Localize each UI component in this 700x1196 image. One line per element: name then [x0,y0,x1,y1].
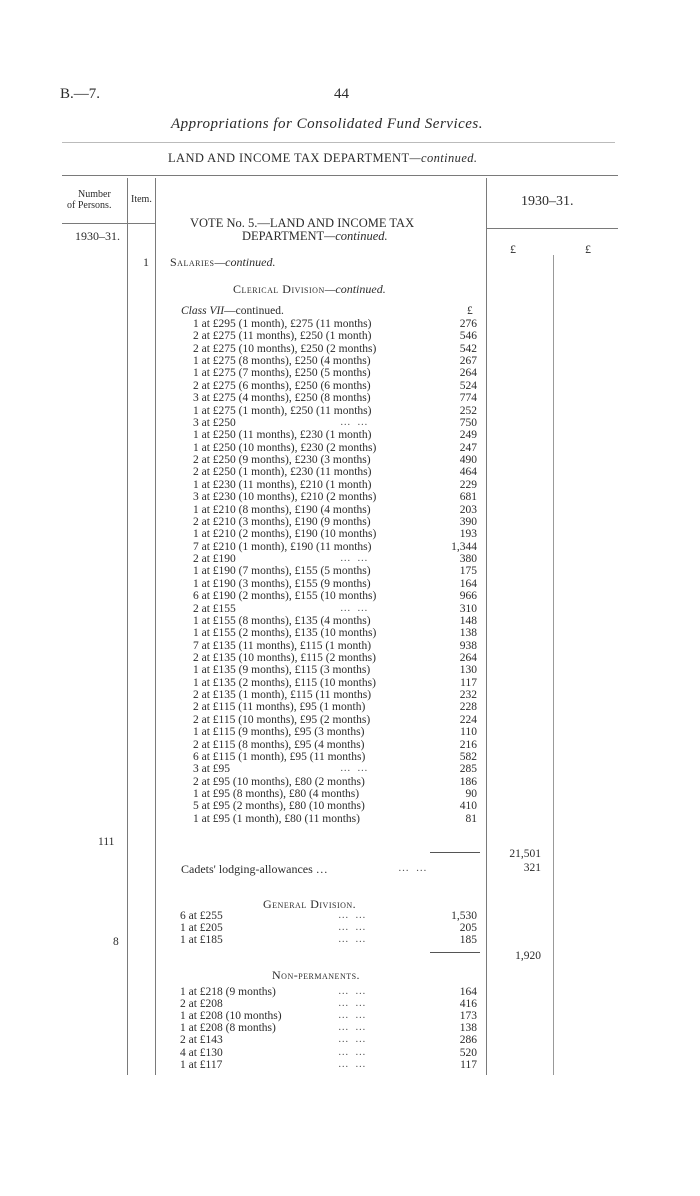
row-description: 2 at £190 [193,553,236,566]
row-value: 546 [459,330,477,343]
row-leader-dots: … … [338,998,368,1010]
salaries-heading [170,255,275,270]
row-value: 410 [459,800,477,813]
money-header-rule [487,228,618,229]
row-value: 186 [459,775,477,788]
row-description: 2 at £143 [180,1034,223,1047]
row-description: 1 at £135 (2 months), £115 (10 months) [193,676,376,689]
row-leader-dots: … … [338,1046,368,1058]
year-header-right: 1930–31. [521,194,574,209]
row-leader-dots: … … [340,553,370,565]
row-value: 232 [459,689,477,702]
row-value: 1,344 [451,540,477,553]
pound-sign-col: £ [467,305,473,317]
item-header: Item. [131,194,152,205]
row-value: 264 [459,367,477,380]
clerical-persons: 111 [98,836,115,848]
rule-item-desc [155,178,156,1075]
row-leader-dots: … … [338,1022,368,1034]
clerical-total: 21,501 [509,848,541,860]
row-description: 1 at £185 [180,934,223,947]
salaries-label: Salaries [170,255,215,269]
row-description: 1 at £210 (8 months), £190 (4 months) [193,503,371,516]
row-value: 148 [459,614,477,627]
cadets-total: 321 [523,862,541,874]
row-value: 247 [459,441,477,454]
row-description: 1 at £210 (2 months), £190 (10 months) [193,528,377,541]
department-continued: —continued. [409,151,478,165]
row-description: 2 at £275 (6 months), £250 (6 months) [193,379,371,392]
row-description: 1 at £135 (9 months), £115 (3 months) [193,664,371,677]
row-description: 1 at £95 (8 months), £80 (4 months) [193,788,360,801]
row-value: 1,530 [451,910,477,922]
row-leader-dots: … … [338,1034,368,1046]
row-value: 216 [459,738,477,751]
general-sum-rule [430,952,480,953]
row-description: 1 at £190 (7 months), £155 (5 months) [193,565,371,578]
row-value: 252 [459,404,477,417]
row-leader-dots: … … [338,1010,368,1022]
row-description: 1 at £230 (11 months), £210 (1 month) [193,478,372,491]
vote-continued: —continued. [324,229,388,243]
row-description: 2 at £115 (11 months), £95 (1 month) [193,701,366,714]
row-value: 130 [459,664,477,677]
general-heading: General Division. [263,897,357,911]
row-description: 2 at £210 (3 months), £190 (9 months) [193,515,371,528]
row-leader-dots: … … [340,763,370,775]
row-value: 416 [459,998,477,1011]
row-value: 966 [459,590,477,603]
row-description: 5 at £95 (2 months), £80 (10 months) [193,800,365,813]
clerical-continued: —continued. [324,282,386,296]
row-description: 2 at £275 (10 months), £250 (2 months) [193,342,377,355]
row-description: 7 at £135 (11 months), £115 (1 month) [193,639,372,652]
row-value: 582 [459,750,477,763]
row-value: 229 [459,478,477,491]
row-value: 193 [459,528,477,541]
row-description: 1 at £205 [180,922,223,935]
row-description: 2 at £155 [193,602,236,615]
row-description: 1 at £155 (8 months), £135 (4 months) [193,614,371,627]
row-leader-dots: … … [338,910,368,921]
row-leader-dots: … … [338,1058,368,1070]
row-value: 285 [459,763,477,776]
general-total: 1,920 [515,950,541,962]
pound-header-b: £ [585,242,591,256]
row-value: 520 [459,1046,477,1059]
row-description: 1 at £218 (9 months) [180,986,276,998]
row-description: 1 at £155 (2 months), £135 (10 months) [193,627,377,640]
vote-heading-1: VOTE No. 5.—LAND AND INCOME TAX [190,216,415,230]
row-value: 164 [459,577,477,590]
row-description: 3 at £230 (10 months), £210 (2 months) [193,491,377,504]
row-value: 286 [459,1034,477,1047]
row-leader-dots: … … [338,934,368,946]
row-value: 390 [459,515,477,528]
clerical-heading [233,282,386,297]
row-description: 1 at £275 (7 months), £250 (5 months) [193,367,371,380]
persons-header-1: Number [78,189,111,200]
row-description: 1 at £295 (1 month), £275 (11 months) [193,318,372,330]
row-description: 2 at £115 (8 months), £95 (4 months) [193,738,365,751]
page-number: 44 [334,86,349,102]
row-leader-dots: … … [340,416,370,428]
row-description: 1 at £275 (8 months), £250 (4 months) [193,355,371,368]
row-description: 6 at £115 (1 month), £95 (11 months) [193,750,366,763]
row-value: 164 [459,986,477,998]
row-value: 173 [459,1010,477,1023]
row-value: 205 [459,922,477,935]
row-description: 1 at £250 (10 months), £230 (2 months) [193,441,377,454]
row-description: 1 at £208 (10 months) [180,1010,282,1023]
department-heading [168,151,477,166]
row-description: 1 at £95 (1 month), £80 (11 months) [193,812,360,825]
row-value: 117 [460,676,477,689]
row-value: 249 [459,429,477,442]
department-name: LAND AND INCOME TAX DEPARTMENT [168,151,410,165]
class-label: Class VII [181,305,225,317]
general-persons: 8 [113,936,119,948]
row-value: 681 [459,491,477,504]
row-description: 3 at £95 [193,763,231,776]
cadets-dots: … … [398,862,429,874]
row-value: 185 [459,934,477,947]
cadets-label: Cadets' lodging-allowances … [181,862,328,876]
row-value: 264 [459,651,477,664]
row-description: 6 at £255 [180,910,223,922]
row-leader-dots: … … [338,986,368,997]
salaries-continued: —continued. [214,255,276,269]
rule-money-split [553,255,554,1075]
row-value: 81 [465,812,477,825]
clerical-label: Clerical Division [233,282,325,296]
row-value: 542 [459,342,477,355]
row-value: 138 [459,1022,477,1035]
clerical-sum-rule [430,852,480,853]
row-value: 224 [459,713,477,726]
row-value: 380 [459,553,477,566]
row-value: 490 [459,454,477,467]
vote-heading-2 [242,229,388,244]
row-leader-dots: … … [340,602,370,614]
row-value: 175 [459,565,477,578]
row-description: 1 at £250 (11 months), £230 (1 month) [193,429,372,442]
row-description: 1 at £190 (3 months), £155 (9 months) [193,577,371,590]
row-description: 2 at £208 [180,998,223,1011]
class-heading [181,306,284,317]
row-value: 117 [460,1058,477,1071]
row-value: 138 [459,627,477,640]
row-leader-dots: … … [338,922,368,934]
row-description: 2 at £250 (1 month), £230 (11 months) [193,466,372,479]
row-description: 1 at £117 [180,1058,223,1071]
row-value: 938 [459,639,477,652]
row-value: 228 [459,701,477,714]
item-number: 1 [143,255,149,269]
row-description: 4 at £130 [180,1046,223,1059]
row-value: 90 [465,788,477,801]
header-rule [62,175,618,176]
row-description: 2 at £95 (10 months), £80 (2 months) [193,775,365,788]
row-value: 310 [459,602,477,615]
pound-header-a: £ [510,242,516,256]
row-description: 2 at £135 (1 month), £115 (11 months) [193,689,372,702]
rule-desc-money [486,178,487,1075]
row-description: 3 at £250 [193,416,236,429]
title-rule [62,142,615,143]
row-description: 2 at £250 (9 months), £230 (3 months) [193,454,371,467]
page-ref: B.—7. [60,86,101,102]
persons-header-rule [62,223,156,224]
row-description: 6 at £190 (2 months), £155 (10 months) [193,590,377,603]
row-value: 267 [459,355,477,368]
row-value: 276 [459,318,477,330]
row-description: 7 at £210 (1 month), £190 (11 months) [193,540,372,553]
row-description: 2 at £115 (10 months), £95 (2 months) [193,713,371,726]
row-value: 203 [459,503,477,516]
row-value: 524 [459,379,477,392]
row-description: 1 at £208 (8 months) [180,1022,276,1035]
row-description: 1 at £115 (9 months), £95 (3 months) [193,726,365,739]
rule-persons-item [127,178,128,1075]
row-description: 3 at £275 (4 months), £250 (8 months) [193,392,371,405]
persons-header-2: of Persons. [67,200,112,211]
row-description: 1 at £275 (1 month), £250 (11 months) [193,404,372,417]
page-title: Appropriations for Consolidated Fund Services. [171,116,484,132]
row-value: 774 [459,392,477,405]
class-continued: —continued. [224,305,284,317]
row-value: 110 [460,726,477,739]
vote-dept: DEPARTMENT [242,229,325,243]
nonperm-heading: Non-permanents. [272,968,361,982]
row-description: 2 at £275 (11 months), £250 (1 month) [193,330,372,343]
row-description: 2 at £135 (10 months), £115 (2 months) [193,651,376,664]
year-header-left: 1930–31. [75,229,120,243]
row-value: 750 [459,416,477,429]
row-value: 464 [459,466,477,479]
